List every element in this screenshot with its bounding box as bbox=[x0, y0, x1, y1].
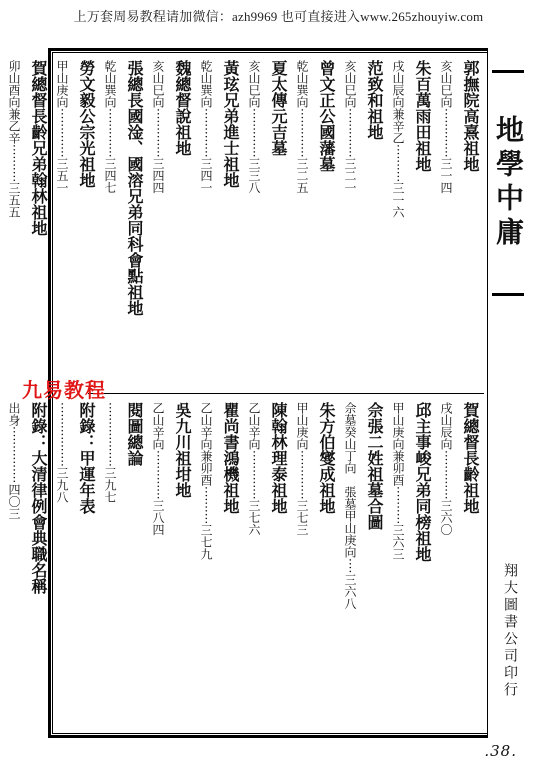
page-number: .38. bbox=[484, 742, 517, 760]
toc-entry-title: 魏總督說祖地 bbox=[173, 60, 192, 156]
toc-entry-title: 佘張二姓祖墓合圖 bbox=[365, 402, 384, 530]
toc-entry-title: 附錄：甲運年表 bbox=[77, 402, 96, 514]
watermark-logo: 九易教程 bbox=[22, 378, 106, 402]
toc-entry-subline: 乾山巽向·············三四一 bbox=[199, 60, 213, 194]
toc-entry-subline: 甲山庚向兼卯酉··········三六三 bbox=[391, 402, 405, 561]
toc-entry-title: 曾文正公國藩墓 bbox=[317, 60, 336, 172]
toc-entry-title: 附錄：大清律例會典職名稱 bbox=[29, 402, 48, 594]
toc-entry-subline: 乾山巽向·············三二五 bbox=[295, 60, 309, 194]
toc-entry-subline: 甲山庚向·············三五一 bbox=[55, 60, 69, 194]
side-strip bbox=[487, 48, 528, 738]
toc-entry-title: 張總長國淦、國溶兄弟同科會點祖地 bbox=[125, 60, 144, 316]
toc-entry-title: 瞿尚書鴻機祖地 bbox=[221, 402, 240, 514]
toc-entry-subline: ·················三九七 bbox=[103, 402, 117, 503]
toc-entry-subline: 佘墓癸山丁向 張墓甲山庚向····三六八 bbox=[343, 402, 357, 610]
toc-entry-subline: 乙山辛向·············三七六 bbox=[247, 402, 261, 536]
toc-entry-subline: 亥山巳向·············三一四 bbox=[439, 60, 453, 194]
page-frame bbox=[7, 48, 528, 738]
toc-entry-subline: 亥山巳向·············三四四 bbox=[151, 60, 165, 194]
top-banner: 上万套周易教程请加微信：azh9969 也可直接进入www.265zhouyiw.com bbox=[73, 9, 484, 24]
book-title: 地學中庸 bbox=[492, 70, 524, 296]
toc-entry-title: 吳九川祖坩地 bbox=[173, 402, 192, 498]
toc-entry-title: 勞文毅公宗光祖地 bbox=[77, 60, 96, 188]
toc-entry-title: 陳翰林理泰祖地 bbox=[269, 402, 288, 514]
toc-entry-subline: ·················三九八 bbox=[55, 402, 69, 503]
toc-entry-title: 邱主事峻兄弟同榜祖地 bbox=[413, 402, 432, 562]
toc-entry-subline: 乾山巽向·············三四七 bbox=[103, 60, 117, 194]
toc-entry-title: 范致和祖地 bbox=[365, 60, 384, 140]
toc-entry-title: 夏太傳元吉墓 bbox=[269, 60, 288, 156]
top-toc-section bbox=[6, 60, 480, 316]
toc-entry-subline: 亥山巳向·············三三八 bbox=[247, 60, 261, 194]
toc-entry-title: 閱圖總論 bbox=[125, 402, 144, 466]
toc-entry-subline: 亥山巳向·············三二一 bbox=[343, 60, 357, 194]
toc-entry-title: 朱百萬雨田祖地 bbox=[413, 60, 432, 172]
toc-entry-title: 賀總督長齡祖地 bbox=[461, 402, 480, 514]
toc-entry-subline: 戌山辰向兼辛乙··········三一六 bbox=[391, 60, 405, 219]
toc-entry-subline: 乙山辛向·············三八四 bbox=[151, 402, 165, 536]
bottom-toc-section bbox=[0, 402, 480, 609]
toc-entry-title: 朱方伯燮成祖地 bbox=[317, 402, 336, 514]
toc-entry-subline: 戌山辰向·············三六〇 bbox=[439, 402, 453, 536]
toc-entry-title: 黃玹兄弟進士祖地 bbox=[221, 60, 240, 188]
toc-entry-title: 郭撫院高熹祖地 bbox=[461, 60, 480, 172]
toc-entry-subline: 甲山庚向·············三七三 bbox=[295, 402, 309, 536]
toc-entry-subline: 出身···············四〇三 bbox=[7, 402, 21, 520]
section-divider bbox=[88, 393, 484, 394]
toc-entry-subline: 卯山酉向兼乙辛··········三五五 bbox=[7, 60, 21, 219]
publisher-name: 翔大圖書公司印行 bbox=[502, 563, 518, 699]
toc-entry-subline: 乙山辛向兼卯酉··········三七九 bbox=[199, 402, 213, 561]
toc-entry-title: 賀總督長齡兄弟翰林祖地 bbox=[29, 60, 48, 236]
